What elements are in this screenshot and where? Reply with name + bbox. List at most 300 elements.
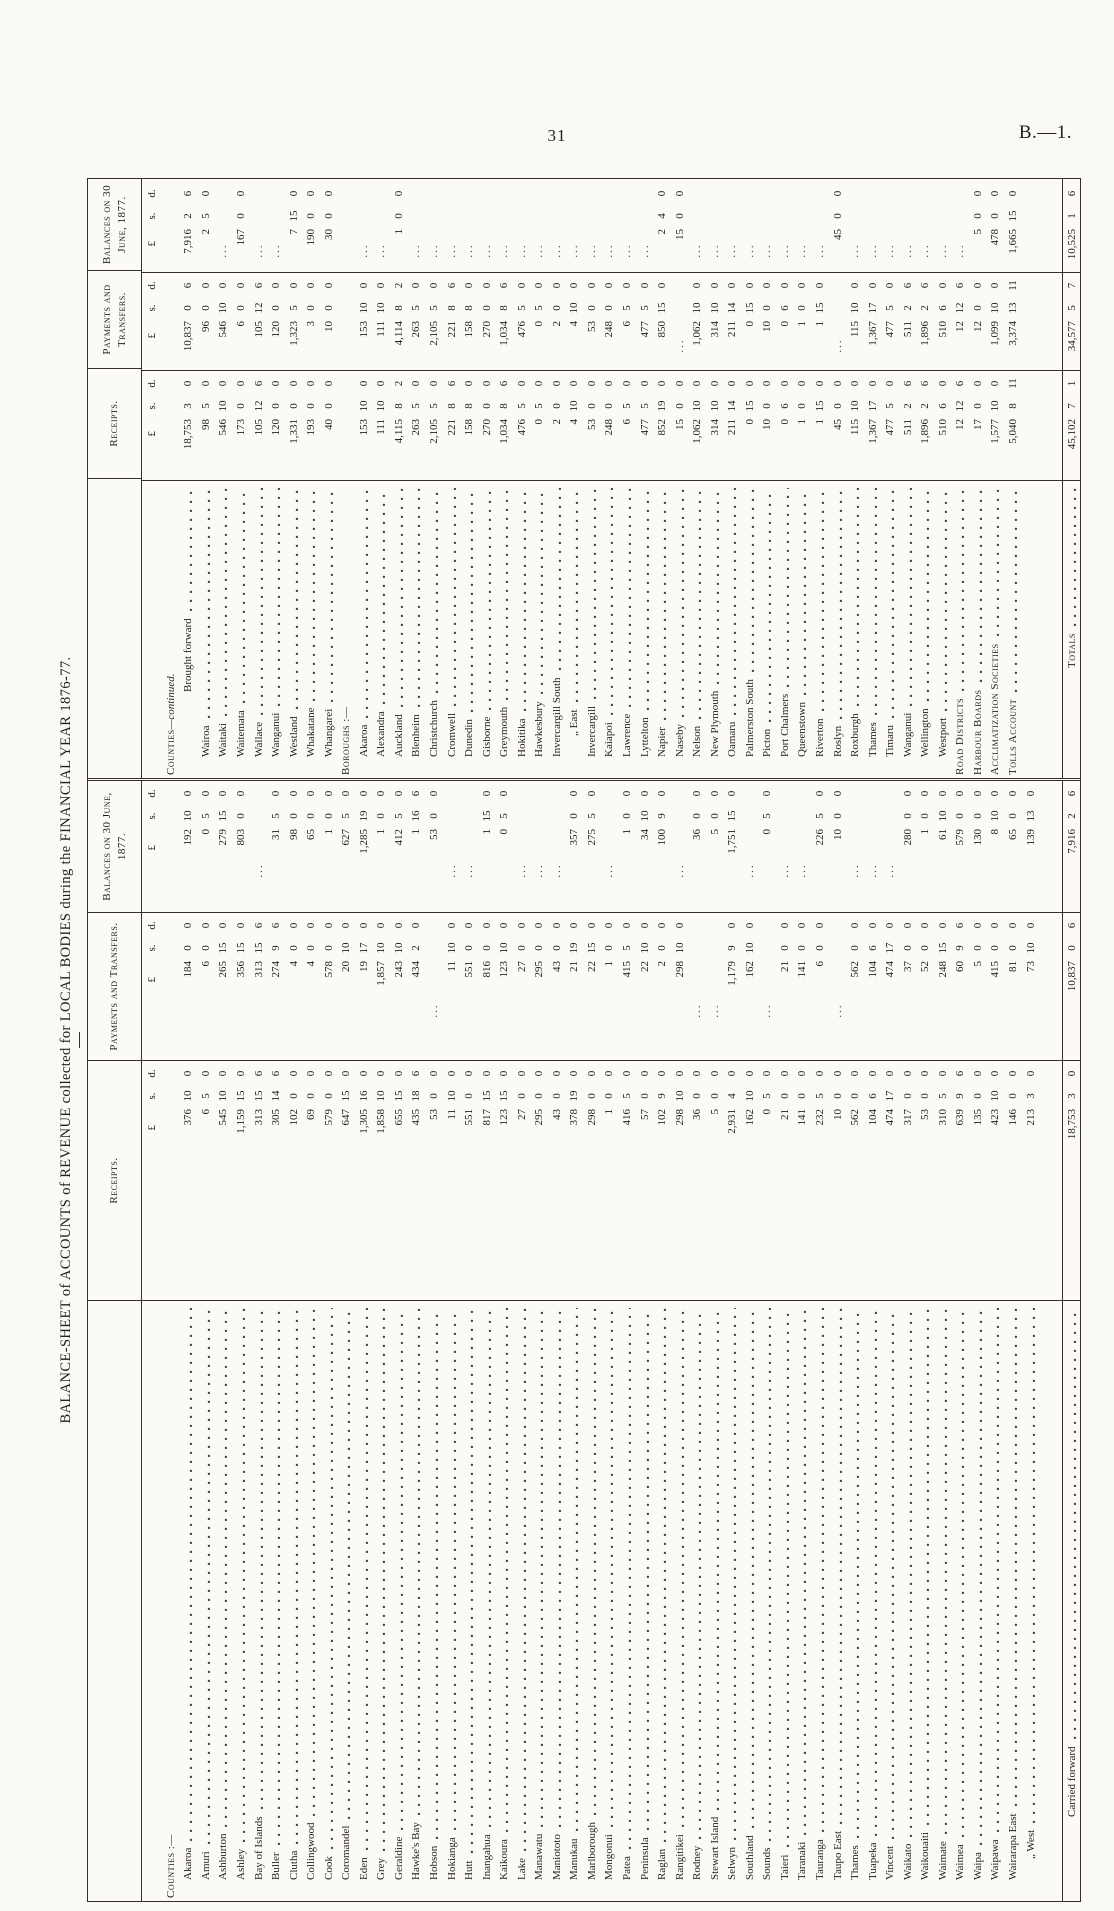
pence-value: 2 — [392, 380, 405, 387]
pounds-value: 43 — [550, 961, 563, 972]
receipts-cell — [495, 1061, 513, 1301]
row-label — [601, 1301, 619, 1901]
pence-value: 0 — [375, 922, 388, 929]
row-name: Amuri — [199, 1851, 212, 1880]
balance-cell — [829, 181, 847, 273]
pounds-value: 34,577 — [1065, 321, 1078, 352]
row-label — [425, 1301, 443, 1901]
shillings-value: 0 — [234, 305, 247, 311]
shillings-value: 3 — [1024, 1093, 1037, 1099]
pounds-value: 0 — [533, 419, 546, 425]
dot-leader — [874, 488, 878, 715]
pounds-value: 817 — [480, 1109, 493, 1126]
shillings-value: 0 — [796, 945, 809, 951]
pounds-value: 0 — [778, 321, 791, 327]
shillings-value: 0 — [234, 403, 247, 409]
pounds-value: 0 — [743, 419, 756, 425]
shillings-value: 0 — [515, 1093, 528, 1099]
row-label — [320, 1301, 338, 1901]
shillings-value: 6 — [778, 305, 791, 311]
row-label — [1063, 481, 1080, 778]
pence-value: 0 — [831, 790, 844, 797]
shillings-value: 14 — [726, 400, 739, 412]
shillings-value: 15 — [480, 1090, 493, 1102]
balance-cell — [215, 181, 233, 273]
pounds-value: 0 — [778, 419, 791, 425]
shillings-value: 0 — [796, 403, 809, 409]
receipts-cell — [162, 1061, 180, 1301]
dot-leader — [786, 488, 790, 687]
shillings-value: 0 — [673, 403, 686, 409]
shillings-value: 5 — [410, 403, 423, 409]
dot-leader — [488, 488, 492, 710]
pence-value: 0 — [568, 790, 581, 797]
row-name: Waipawa — [989, 1839, 1002, 1880]
pounds-value: 6 — [199, 1109, 212, 1115]
shillings-value: 10 — [708, 400, 721, 412]
shillings-value: 5 — [814, 1093, 826, 1099]
shillings-value: 18 — [410, 1090, 423, 1102]
shillings-value: 10 — [849, 302, 862, 314]
table-row — [1022, 781, 1040, 1901]
row-label — [846, 481, 864, 778]
payments-cell — [180, 913, 198, 1061]
receipts-cell — [320, 371, 338, 481]
pence-value: 0 — [620, 790, 633, 797]
receipts-header: Receipts. — [88, 1061, 141, 1301]
pounds-value: 193 — [305, 419, 318, 436]
pence-value: 0 — [656, 1070, 669, 1077]
pence-value: 0 — [463, 282, 476, 289]
pence-value: 0 — [357, 790, 370, 797]
row-label — [934, 481, 952, 778]
row-label — [443, 481, 461, 778]
pounds-value: 211 — [726, 419, 739, 436]
payments-cell — [952, 913, 970, 1061]
dot-leader — [646, 1308, 650, 1830]
pence-value: 6 — [445, 380, 458, 387]
dot-leader — [224, 488, 228, 716]
dot-leader — [926, 1308, 930, 1825]
pounds-value: 295 — [533, 961, 546, 978]
pounds-value: 1,285 — [357, 829, 370, 854]
row-label — [934, 1301, 952, 1901]
pounds-value: 5 — [708, 829, 721, 835]
table-row — [548, 781, 566, 1901]
pounds-value: ... — [954, 243, 967, 258]
pounds-value: 578 — [322, 961, 335, 978]
pounds-value: 474 — [884, 961, 897, 978]
pounds-value: ... — [252, 863, 265, 878]
pounds-value: ... — [708, 1003, 721, 1018]
pounds-value: 45,102 — [1065, 419, 1078, 450]
pounds-value: ... — [603, 863, 616, 878]
balance-cell — [688, 781, 706, 913]
pence-value: 6 — [954, 282, 967, 289]
receipts-cell — [987, 1061, 1005, 1301]
balance-cell — [180, 781, 198, 913]
pounds-value: 1,665 — [1007, 229, 1020, 254]
receipts-cell — [864, 371, 882, 481]
pence-value: 0 — [936, 380, 949, 387]
shillings-value: 6 — [866, 945, 879, 951]
receipts-cell — [197, 1061, 215, 1301]
row-label — [601, 481, 619, 778]
pounds-value: 12 — [954, 321, 967, 332]
shillings-value: 0 — [1065, 945, 1078, 951]
row-label — [390, 1301, 408, 1901]
balance-cell — [478, 781, 496, 913]
pence-value: 0 — [849, 282, 862, 289]
shillings-value: 1 — [1065, 213, 1078, 219]
pence-value: 0 — [322, 1070, 335, 1077]
receipts-cell — [653, 1061, 671, 1301]
shillings-value: 10 — [498, 942, 511, 954]
pounds-value: 4,114 — [392, 321, 405, 346]
shillings-value: 0 — [287, 1093, 300, 1099]
pence-value: 0 — [199, 380, 212, 387]
dot-leader — [681, 488, 685, 717]
row-label — [724, 1301, 742, 1901]
pounds-value: 115 — [849, 419, 862, 436]
receipts-cell — [1063, 1061, 1080, 1301]
dot-leader — [628, 488, 632, 707]
row-label — [688, 481, 706, 778]
dot-leader — [1032, 1308, 1036, 1823]
receipts-cell — [513, 1061, 531, 1301]
table-row — [776, 179, 794, 778]
pence-value: 0 — [901, 922, 914, 929]
pounds-value: 270 — [480, 321, 493, 338]
pounds-value: 53 — [585, 321, 598, 332]
pence-value: 6 — [954, 1070, 967, 1077]
pounds-value: 280 — [901, 829, 914, 846]
balance-cell — [320, 781, 338, 913]
pounds-value: 248 — [603, 321, 616, 338]
payments-cell — [881, 913, 899, 1061]
table-row — [583, 179, 601, 778]
left-stub-header — [88, 1301, 141, 1901]
row-name: Inangahua — [480, 1834, 493, 1880]
pence-value: 0 — [761, 282, 774, 289]
pounds-value: ... — [884, 243, 897, 258]
receipts-cell — [337, 371, 355, 481]
pence-value: 0 — [480, 790, 493, 797]
pounds-value: 65 — [305, 829, 318, 840]
shillings-value: 0 — [603, 403, 616, 409]
pence-value: 0 — [234, 380, 247, 387]
shillings-value: 0 — [971, 945, 984, 951]
pounds-value: 816 — [480, 961, 493, 978]
row-label — [250, 481, 268, 778]
pounds-value: 298 — [673, 1109, 686, 1126]
pence-value: 0 — [796, 1070, 809, 1077]
pence-value: 0 — [814, 282, 826, 289]
pounds-value: 173 — [234, 419, 247, 436]
row-label — [987, 481, 1005, 778]
pence-value: 0 — [234, 190, 247, 197]
pounds-value: ... — [691, 1003, 704, 1018]
shillings-value: 0 — [849, 945, 862, 951]
table-row — [671, 781, 689, 1901]
row-name: Port Chalmers — [778, 693, 791, 757]
shillings-value: 0 — [971, 305, 984, 311]
shillings-value: 8 — [445, 403, 458, 409]
pounds-value: ... — [673, 863, 686, 878]
payments-cell — [583, 273, 601, 371]
table-row — [425, 781, 443, 1901]
row-name: Rodney — [691, 1845, 704, 1880]
receipts-cell — [724, 1061, 742, 1301]
lsd-balances — [142, 781, 162, 913]
receipts-cell — [759, 371, 777, 481]
receipts-cell — [829, 371, 847, 481]
pence-value: 0 — [620, 1070, 633, 1077]
shillings-value: 9 — [656, 1093, 669, 1099]
balance-cell — [425, 781, 443, 913]
dot-leader — [488, 1308, 492, 1827]
pence-value: 0 — [954, 790, 967, 797]
row-name: Mongonui — [603, 1834, 616, 1880]
pounds-value: 53 — [427, 829, 440, 840]
receipts-cell — [373, 1061, 391, 1301]
pence-value: 0 — [498, 922, 511, 929]
pence-value: 0 — [814, 790, 826, 797]
row-name: Lyttelton — [638, 717, 651, 757]
balance-cell — [601, 781, 619, 913]
pence-value: 11 — [1007, 378, 1020, 389]
shillings-value: 10 — [182, 1090, 195, 1102]
receipts-cell — [583, 371, 601, 481]
payments-cell — [969, 273, 987, 371]
receipts-cell — [460, 1061, 478, 1301]
pence-value: 0 — [989, 282, 1002, 289]
table-row — [162, 179, 180, 778]
pounds-value: 4,115 — [392, 419, 405, 444]
pounds-value: 115 — [849, 321, 862, 338]
table-row — [1062, 781, 1080, 1901]
pence-value: 0 — [971, 790, 984, 797]
pence-value: 0 — [480, 282, 493, 289]
shillings-value: 8 — [498, 403, 511, 409]
pence-value: 6 — [901, 282, 914, 289]
table-row — [934, 781, 952, 1901]
balance-cell — [601, 181, 619, 273]
row-name: Cromwell — [445, 713, 458, 757]
table-row — [1004, 179, 1022, 778]
balance-cell — [794, 181, 812, 273]
dot-leader — [768, 488, 772, 722]
pounds-value: 96 — [199, 321, 212, 332]
pounds-value: 4 — [287, 961, 300, 967]
pounds-value: ... — [427, 1003, 440, 1018]
shillings-value: 0 — [480, 403, 493, 409]
shillings-value: 8 — [463, 403, 476, 409]
pounds-value: 274 — [270, 961, 283, 978]
row-name: Nelson — [691, 725, 704, 757]
dot-leader — [821, 488, 825, 712]
pence-value: 0 — [849, 1070, 862, 1077]
row-name: Wairoa — [199, 725, 212, 757]
receipts-cell — [636, 371, 654, 481]
balance-cell — [583, 781, 601, 913]
landscape-content — [58, 178, 1088, 1902]
row-name: Cook — [322, 1856, 335, 1880]
pounds-value: 313 — [252, 961, 265, 978]
table-row — [776, 781, 794, 1901]
table-left-half — [88, 781, 1080, 1901]
pence-value: 0 — [656, 380, 669, 387]
payments-cell — [724, 273, 742, 371]
pounds-value: 15 — [673, 229, 686, 240]
row-name: Wanganui — [270, 712, 283, 757]
shillings-value: 2 — [901, 403, 914, 409]
row-label — [408, 1301, 426, 1901]
row-name: Oamaru — [726, 721, 739, 757]
pounds-value: 120 — [270, 321, 283, 338]
receipts-cell — [794, 1061, 812, 1301]
shillings-value: 8 — [463, 305, 476, 311]
table-row — [180, 179, 198, 778]
shillings-value: 0 — [199, 305, 212, 311]
pence-value: 0 — [901, 790, 914, 797]
balance-cell — [881, 781, 899, 913]
payments-cell — [881, 273, 899, 371]
shillings-value: 10 — [217, 1090, 230, 1102]
pounds-value: 104 — [866, 961, 879, 978]
payments-cell — [1022, 913, 1040, 1061]
table-right-half — [88, 179, 1080, 781]
row-name: Eden — [357, 1857, 370, 1880]
receipts-cell — [425, 1061, 443, 1301]
row-label — [250, 1301, 268, 1901]
row-label — [180, 1301, 198, 1901]
row-name: Queenstown — [796, 702, 809, 757]
dot-leader — [295, 488, 299, 709]
pounds-value: ... — [814, 243, 826, 258]
table-row — [267, 781, 285, 1901]
pence-value: 0 — [761, 380, 774, 387]
row-label — [390, 481, 408, 778]
shillings-value: 0 — [673, 213, 686, 219]
pence-value: 0 — [691, 790, 704, 797]
pence-value: 0 — [726, 790, 739, 797]
pounds-value: 6 — [199, 961, 212, 967]
pence-value: 0 — [375, 790, 388, 797]
pence-value: 0 — [410, 380, 423, 387]
table-row — [530, 781, 548, 1901]
pence-value: 0 — [234, 922, 247, 929]
pounds-value: ... — [463, 863, 476, 878]
pounds-value: 478 — [989, 229, 1002, 246]
row-name: Southland — [743, 1835, 756, 1880]
pence-value: 0 — [673, 380, 686, 387]
pence-value: 0 — [831, 190, 844, 197]
balance-cell — [1004, 181, 1022, 273]
shillings-value: 0 — [989, 945, 1002, 951]
shillings-value: 10 — [673, 942, 686, 954]
shillings-value: 0 — [989, 213, 1002, 219]
pounds-value: 226 — [814, 829, 826, 846]
balance-cell — [443, 181, 461, 273]
row-label — [987, 1301, 1005, 1901]
pounds-value: 141 — [796, 961, 809, 978]
document-reference: B.—1. — [1018, 122, 1072, 143]
pounds-value: 105 — [252, 419, 265, 436]
pounds-value: ... — [620, 243, 633, 258]
row-name: Waimate — [936, 1841, 949, 1880]
shillings-value: 15 — [217, 942, 230, 954]
balance-cell — [530, 181, 548, 273]
shillings-value: 9 — [656, 813, 669, 819]
shillings-value: 15 — [814, 400, 826, 412]
pence-value: 0 — [936, 922, 949, 929]
balance-cell — [215, 781, 233, 913]
shillings-value: 5 — [427, 403, 440, 409]
payments-cell — [1063, 913, 1080, 1061]
balance-cell — [320, 181, 338, 273]
shillings-value: 0 — [568, 813, 581, 819]
pounds-value: 104 — [866, 1109, 879, 1126]
dot-leader — [224, 1308, 228, 1827]
pounds-value: 34 — [638, 829, 651, 840]
payments-cell — [162, 273, 180, 371]
pence-value: 0 — [182, 1070, 195, 1077]
row-name: Maniototo — [550, 1834, 563, 1880]
shillings-value: 10 — [445, 1090, 458, 1102]
shillings-value: 15 — [392, 1090, 405, 1102]
shillings-value: 17 — [866, 302, 879, 314]
table-row — [934, 179, 952, 778]
pounds-value: 1 — [480, 829, 493, 835]
pounds-value: 123 — [498, 961, 511, 978]
shillings-value: 0 — [971, 1093, 984, 1099]
dot-leader — [1073, 488, 1077, 626]
pounds-value: 314 — [708, 321, 721, 338]
table-row — [653, 179, 671, 778]
payments-cell — [267, 273, 285, 371]
pence-value: 0 — [919, 922, 932, 929]
shillings-value: 10 — [182, 810, 195, 822]
balance-cell — [934, 781, 952, 913]
pence-value: 11 — [1007, 280, 1020, 291]
pounds-value: 10,837 — [182, 321, 195, 352]
receipts-cell — [320, 1061, 338, 1301]
balance-cell — [1022, 181, 1063, 273]
payments-cell — [337, 273, 355, 371]
pounds-value: 10 — [831, 1109, 844, 1120]
pence-value: 0 — [936, 790, 949, 797]
pounds-value: ... — [831, 338, 844, 353]
pounds-value: 153 — [357, 321, 370, 338]
pounds-value: 310 — [936, 1109, 949, 1126]
pounds-value: 37 — [901, 961, 914, 972]
pounds-value: 98 — [199, 419, 212, 430]
shillings-value: 5 — [620, 945, 633, 951]
pence-value: 0 — [322, 790, 335, 797]
pounds-value: 135 — [971, 1109, 984, 1126]
pence-value: 0 — [1007, 190, 1020, 197]
shillings-value: 10 — [849, 400, 862, 412]
pounds-value: 415 — [989, 961, 1002, 978]
row-label — [320, 481, 338, 778]
pence-value: 0 — [989, 190, 1002, 197]
row-label — [829, 1301, 847, 1901]
balance-cell — [232, 181, 250, 273]
row-name: Christchurch — [427, 700, 440, 757]
balance-cell — [583, 181, 601, 273]
dot-leader — [716, 1308, 720, 1810]
